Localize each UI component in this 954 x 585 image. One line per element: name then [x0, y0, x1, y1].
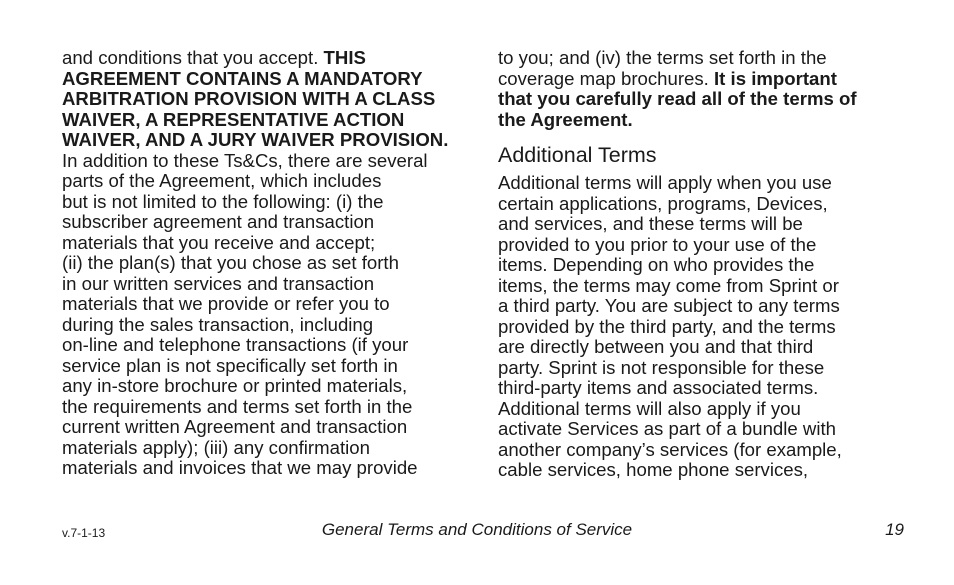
text-line: AGREEMENT CONTAINS A MANDATORY [62, 67, 423, 89]
text-line: current written Agreement and transaction [62, 416, 408, 437]
text-line: any in-store brochure or printed materials, [62, 375, 408, 396]
text-line: Additional terms will also apply if you [498, 397, 801, 419]
text-line: but is not limited to the following: (i) the [62, 190, 384, 212]
text-line: that you carefully read all of the terms of [498, 88, 857, 109]
text-line: are directly between you and that third [498, 336, 814, 357]
text-line: WAIVER, AND A JURY WAIVER PROVISION. [62, 129, 449, 150]
text-line: cable services, home phone services, [498, 459, 809, 480]
left-paragraph-1 [62, 48, 472, 151]
text-line: subscriber agreement and transaction [62, 211, 375, 232]
left-paragraph-2 [62, 151, 472, 479]
text-line: items, the terms may come from Sprint or [498, 274, 839, 296]
right-paragraph-1 [498, 48, 898, 130]
text-line: the Agreement. [498, 108, 633, 130]
text-line: provided by the third party, and the terms [498, 315, 836, 337]
text-line: in our written services and transaction [62, 272, 375, 294]
text-line [62, 48, 472, 69]
text-line: materials and invoices that we may provide [62, 457, 418, 478]
left-column [62, 48, 472, 479]
page-number: 19 [885, 520, 904, 539]
text-line: materials that we provide or refer you to [62, 293, 390, 314]
text-line: provided to you prior to your use of the [498, 233, 817, 255]
text-line: during the sales transaction, including [62, 313, 374, 335]
version-label: v.7-1-13 [62, 526, 106, 540]
text-line: In addition to these Ts&Cs, there are several [62, 149, 428, 171]
text-line: service plan is not specifically set forth in [62, 354, 398, 376]
text-line: third-party items and associated terms. [498, 377, 819, 398]
text-line: on-line and telephone transactions (if your [62, 334, 409, 355]
text-line: Additional terms will apply when you use [498, 172, 832, 193]
right-paragraph-2 [498, 173, 898, 481]
text-line: materials that you receive and accept; [62, 231, 376, 253]
right-column [498, 48, 898, 481]
text-line: activate Services as part of a bundle with [498, 418, 836, 439]
text-line: certain applications, programs, Devices, [498, 192, 828, 214]
text-line: materials apply); (iii) any confirmation [62, 436, 370, 458]
text-line [498, 69, 898, 90]
text-line: and services, and these terms will be [498, 213, 803, 234]
text-line: items. Depending on who provides the [498, 254, 815, 275]
text-bold: It is important [714, 67, 837, 89]
text-bold: THIS [323, 47, 366, 68]
text-line: WAIVER, A REPRESENTATIVE ACTION [62, 108, 405, 130]
text-line: (ii) the plan(s) that you chose as set forth [62, 252, 399, 273]
text-line: another company’s services (for example, [498, 438, 842, 460]
text-normal: and conditions that you accept. [62, 47, 324, 68]
text-normal: coverage map brochures. [498, 67, 715, 89]
text-line: ARBITRATION PROVISION WITH A CLASS [62, 88, 436, 109]
text-line: parts of the Agreement, which includes [62, 170, 382, 191]
text-line: to you; and (iv) the terms set forth in the [498, 47, 827, 68]
footer-title: General Terms and Conditions of Service [321, 520, 633, 539]
section-heading: Additional Terms [498, 143, 657, 167]
text-line: the requirements and terms set forth in the [62, 395, 413, 417]
text-line: a third party. You are subject to any terms [498, 295, 840, 316]
text-line: party. Sprint is not responsible for these [498, 356, 825, 378]
